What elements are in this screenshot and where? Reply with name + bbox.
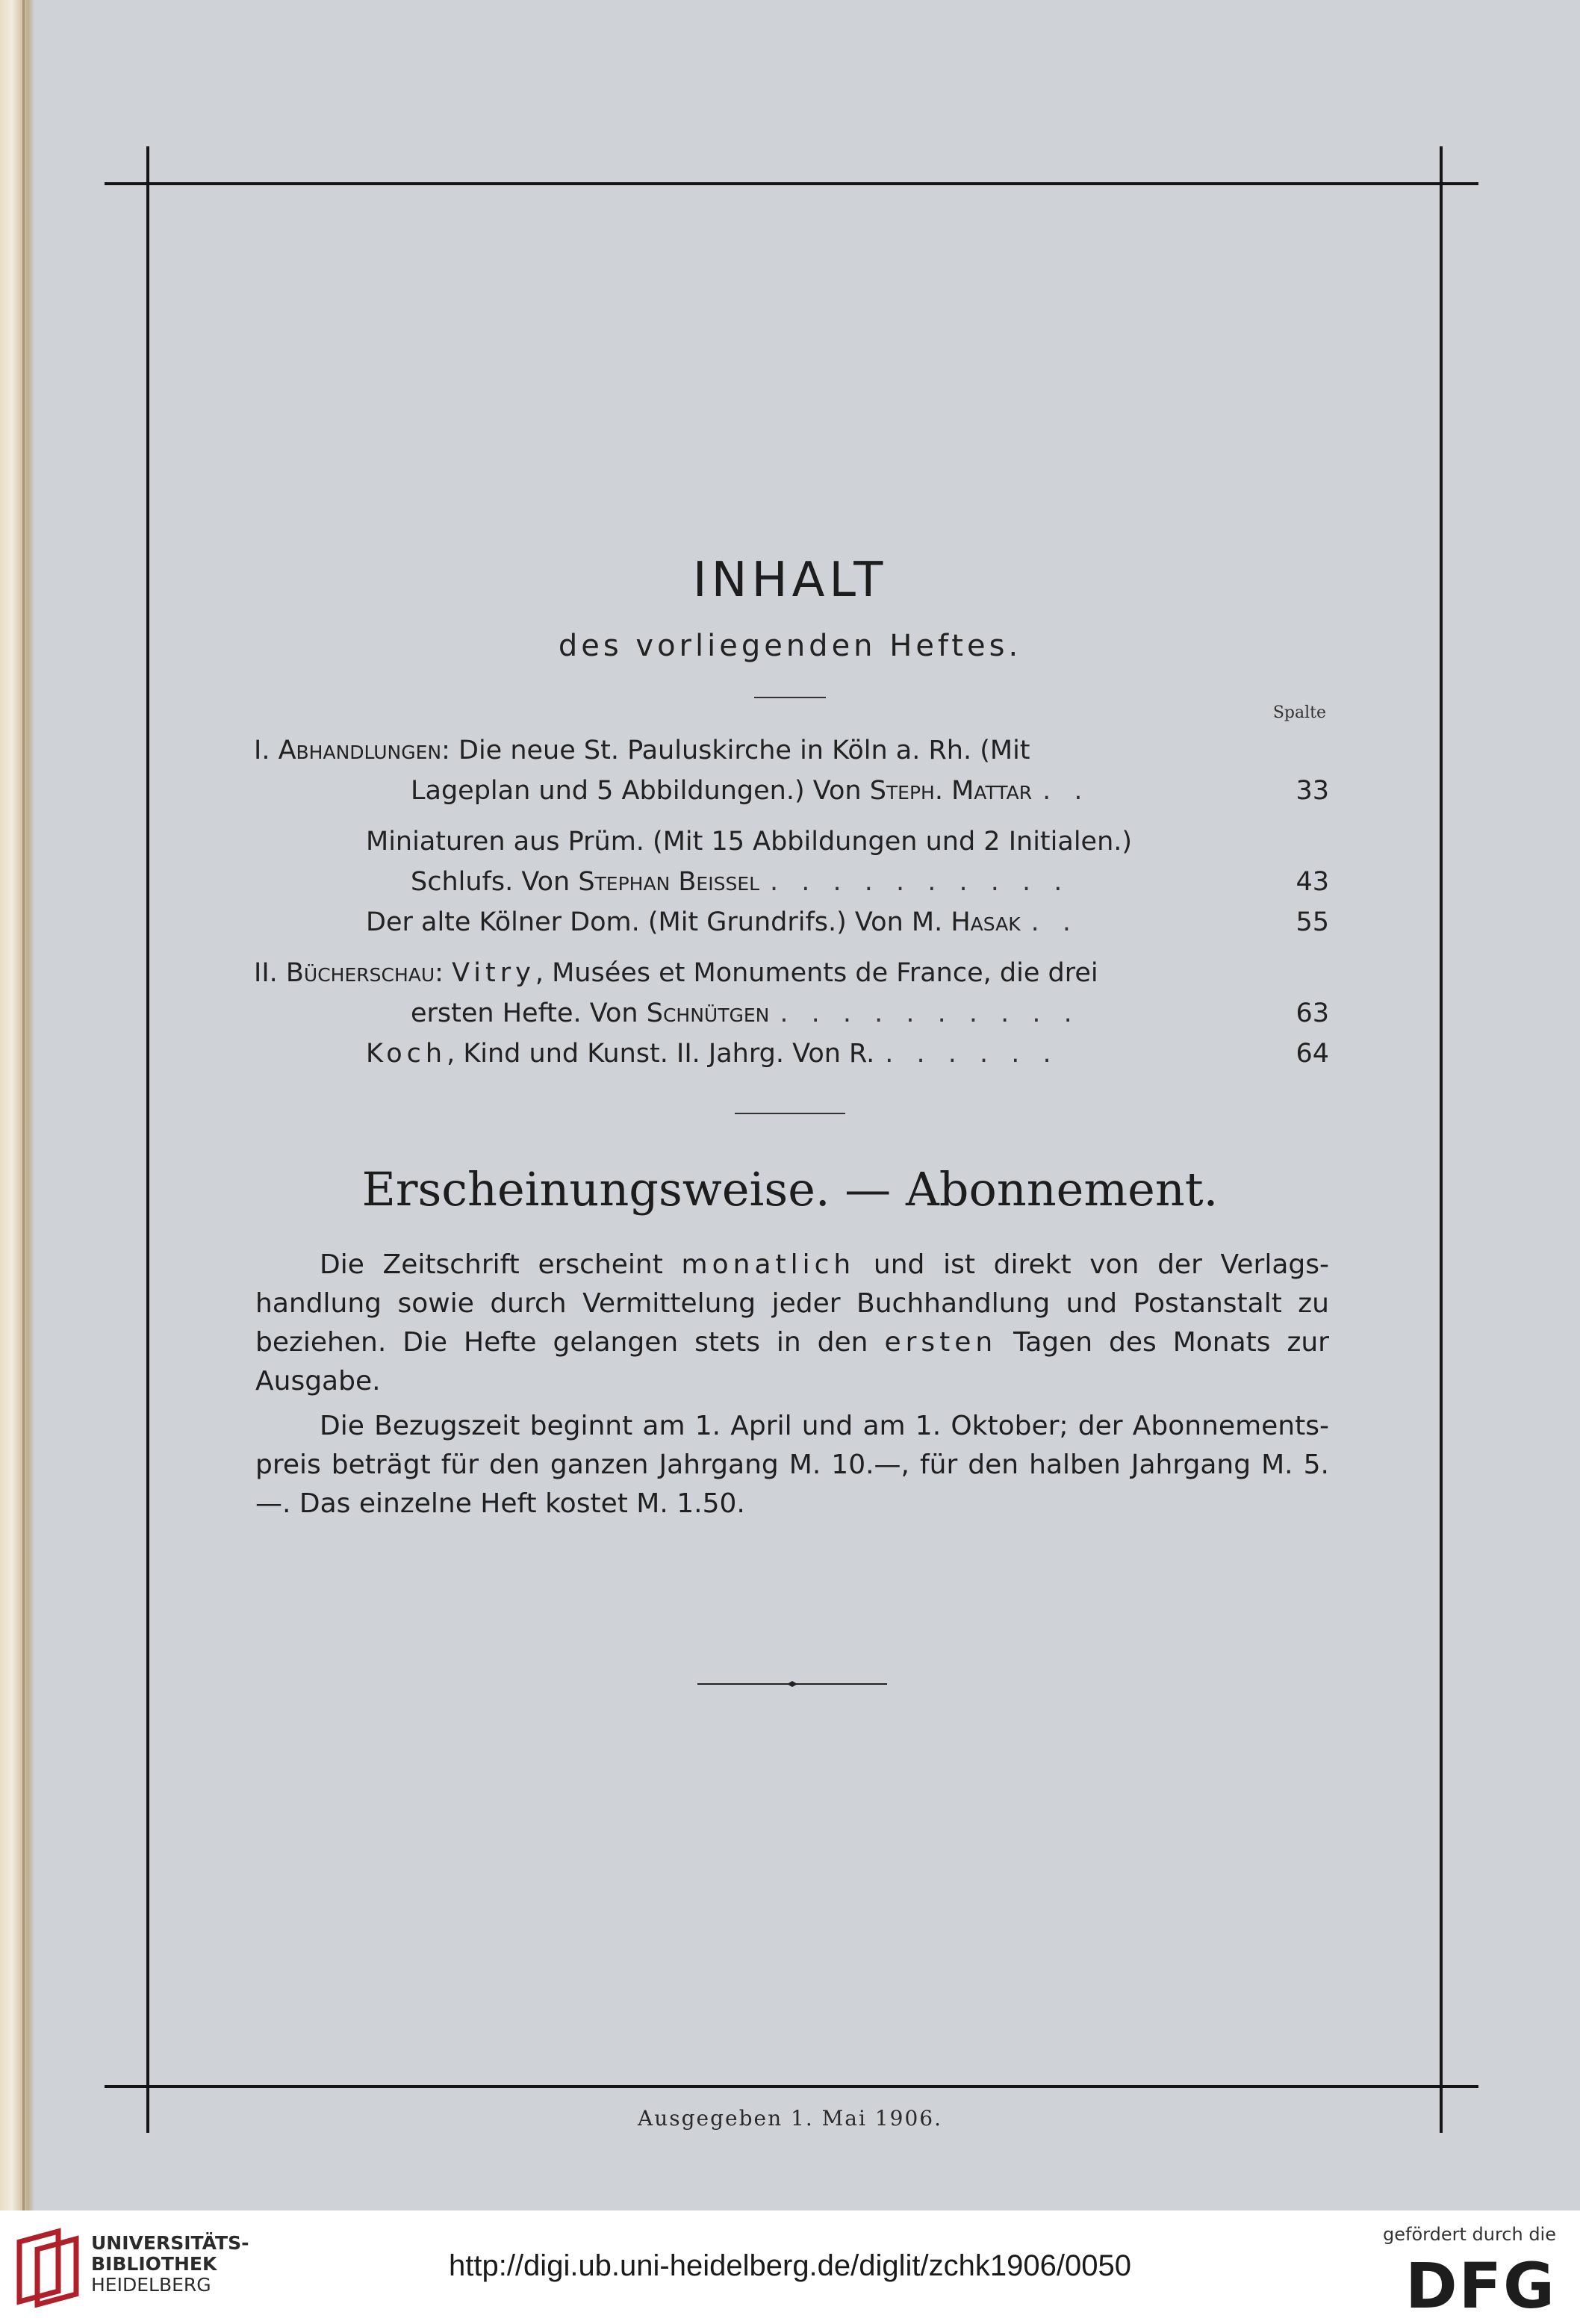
section-label: Bücherschau — [285, 958, 435, 988]
toc-entry-line — [254, 1034, 1329, 1074]
toc-text: Vitry — [452, 958, 535, 988]
leader-dots: . . . . . . . . . . — [770, 867, 1070, 897]
leader-dots: . . . . . . . . . . — [780, 998, 1080, 1028]
toc-text: ersten Hefte. Von — [411, 998, 647, 1028]
toc-text: : Die neue St. Pauluskirche in Köln a. Rh. (Mit — [441, 736, 1030, 765]
paragraph-text: Die Zeitschrift erscheint — [320, 1249, 682, 1280]
section-label: Abhandlungen — [278, 736, 442, 765]
toc-entry-line — [254, 821, 1329, 862]
leader-dots: . . . . . . — [885, 1039, 1059, 1069]
toc-text: II. — [254, 958, 286, 988]
permalink-url[interactable]: http://digi.ub.uni-heidelberg.de/diglit/zchk1906/0050 — [449, 2249, 1131, 2282]
funding-note: gefördert durch die — [1383, 2224, 1556, 2245]
toc-text: , Musées et Monuments de France, die drei — [535, 958, 1098, 988]
leader-dots: . . — [1030, 907, 1078, 937]
author-name: Schnütgen — [646, 998, 770, 1028]
author-name: Hasak — [951, 907, 1021, 937]
toc-text: Schlufs. Von — [411, 867, 579, 897]
paragraph-emphasis: ersten — [884, 1327, 998, 1358]
paragraph-text: und ist direkt von der Verlagshandlung sowie durch Vermittelung jeder Buchhandlung und Postanstalt zu beziehen. Die Hefte gelangen stets in den — [255, 1249, 1330, 1358]
toc-entry-line — [254, 953, 1329, 993]
frame-right-rule — [1440, 146, 1443, 2133]
viewer-footer-bar — [0, 2210, 1580, 2324]
toc-text: Lageplan und 5 Abbildungen.) Von — [411, 776, 870, 806]
toc-text: Koch — [366, 1039, 447, 1069]
column-number: 43 — [1296, 867, 1329, 897]
toc-entry-line — [254, 862, 1329, 902]
column-number: 64 — [1296, 1039, 1329, 1069]
section-divider — [735, 1113, 845, 1114]
frame-top-rule — [105, 182, 1478, 185]
table-of-contents — [254, 730, 1329, 1074]
column-number: 55 — [1296, 907, 1329, 937]
issue-date: Ausgegeben 1. Mai 1906. — [637, 2106, 943, 2131]
book-spine-edge — [0, 0, 34, 2210]
toc-text: , Kind und Kunst. II. Jahrg. Von R. — [447, 1039, 875, 1069]
paragraph-subscription: Die Bezugszeit beginnt am 1. April und am 1. Oktober; der Abonnementspreis beträgt für den ganzen Jahrgang M. 10.—, für den halben Jahrgang M. 5.—. Das einzelne Heft kostet M. 1.50. — [255, 1411, 1329, 1519]
column-label: Spalte — [1272, 703, 1326, 722]
section-heading: Erscheinungsweise. — Abonnement. — [361, 1162, 1219, 1217]
frame-bottom-rule — [105, 2085, 1478, 2088]
spine-crease — [22, 0, 25, 2210]
toc-entry-line — [254, 771, 1329, 811]
title-divider — [754, 697, 826, 698]
toc-text: I. — [254, 736, 279, 765]
author-name: Steph. Mattar — [869, 776, 1033, 806]
ornamental-divider — [697, 1680, 887, 1688]
column-number: 63 — [1296, 998, 1329, 1028]
paragraph-publication — [255, 1246, 1329, 1401]
toc-entry-line — [254, 993, 1329, 1034]
paragraph-emphasis: monatlich — [681, 1249, 856, 1280]
toc-text: : — [435, 958, 452, 988]
library-name: UNIVERSITÄTS- BIBLIOTHEK HEIDELBERG — [91, 2232, 249, 2296]
toc-entry-line — [254, 902, 1329, 942]
author-name: Stephan Beissel — [578, 867, 760, 897]
toc-entry-line — [254, 730, 1329, 771]
leader-dots: . . — [1042, 776, 1090, 806]
column-number: 33 — [1296, 776, 1329, 806]
page-subtitle: des vorliegenden Heftes. — [558, 629, 1022, 663]
toc-text: Miniaturen aus Prüm. (Mit 15 Abbildungen und 2 Initialen.) — [366, 827, 1133, 857]
frame-left-rule — [146, 146, 149, 2133]
page-title: INHALT — [692, 553, 888, 608]
toc-text: Der alte Kölner Dom. (Mit Grundrifs.) Von M. — [366, 907, 951, 937]
dfg-logo: DFG — [1405, 2249, 1556, 2323]
paragraph-text: Tagen des Monats zur Ausgabe. — [255, 1327, 1329, 1396]
